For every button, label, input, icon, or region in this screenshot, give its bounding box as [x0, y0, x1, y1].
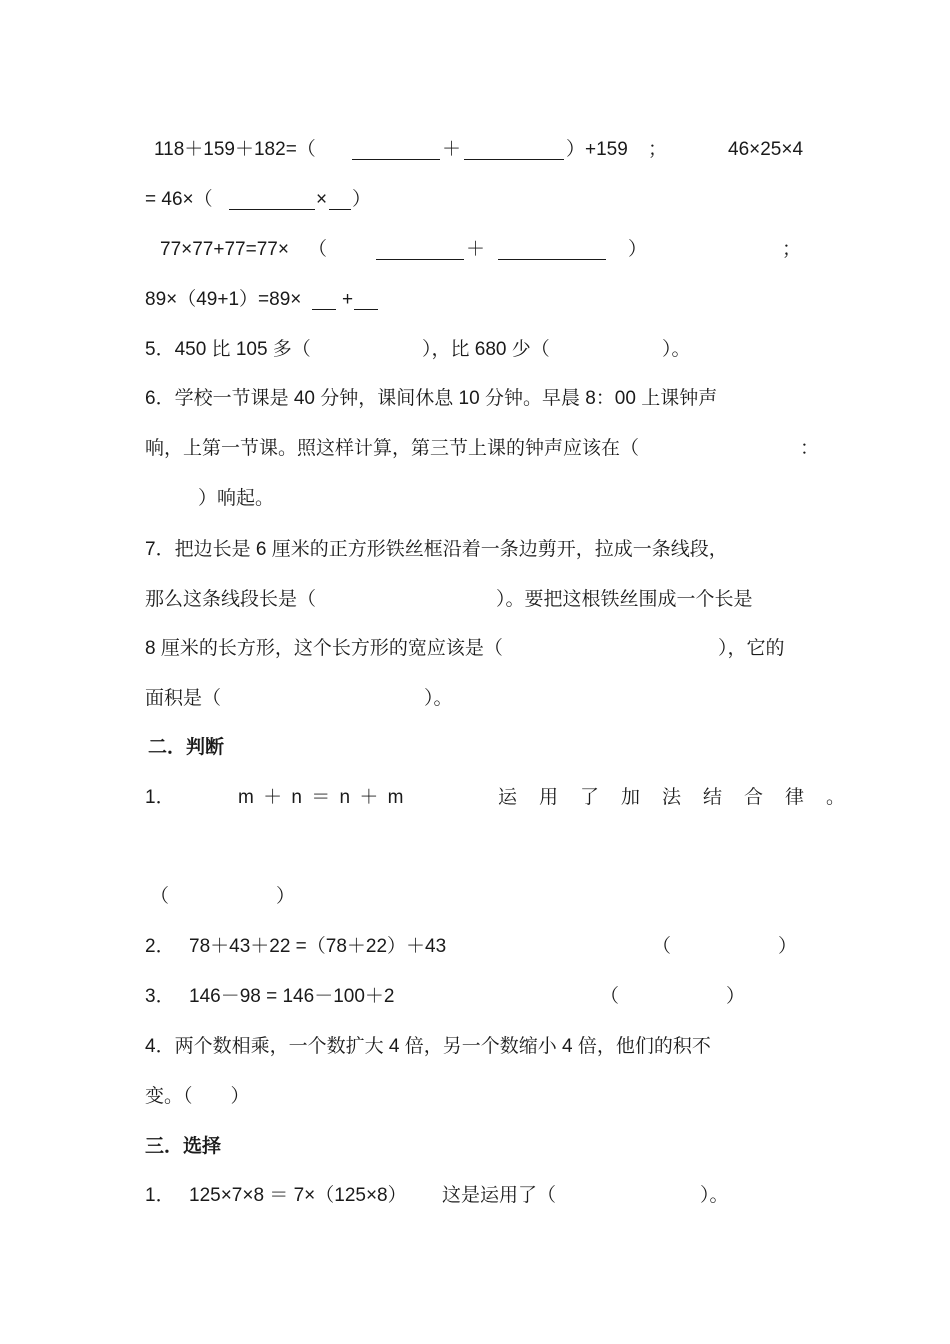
q4a-plus: ＋ — [442, 139, 462, 160]
q4b-times: × — [316, 189, 328, 210]
q5-text-b: ），比 680 少（ — [422, 339, 550, 360]
judge-q3-paren-close: ） — [726, 986, 746, 1007]
choice-q1-text: 这是运用了（ — [442, 1185, 557, 1206]
q4b-blank-2[interactable] — [329, 191, 351, 210]
judge-q2-num: 2． — [145, 936, 175, 957]
judge-q4-line-2: 变。（ ） — [145, 1086, 250, 1107]
judge-heading: 二．判断 — [148, 737, 225, 758]
q5-text-a: 5．450 比 105 多（ — [145, 339, 311, 360]
q4b-blank-1[interactable] — [229, 191, 315, 210]
judge-q1-expr: m ＋ n ＝ n ＋ m — [238, 787, 404, 808]
q7-line-1: 7．把边长是 6 厘米的正方形铁丝框沿着一条边剪开，拉成一条线段， — [145, 539, 728, 560]
judge-q1-paren-close: ） — [276, 886, 296, 907]
judge-q2-expr: 78＋43＋22 =（78＋22）＋43 — [189, 936, 447, 957]
q4a-left: 118＋159＋182=（ — [154, 139, 316, 160]
q4c-semicolon: ； — [782, 239, 802, 260]
q4b-head: 46×25×4 — [728, 139, 804, 160]
q4a-right: ）+159 — [566, 139, 628, 160]
judge-q2-paren-close: ） — [778, 936, 798, 957]
choice-heading: 三．选择 — [145, 1136, 222, 1157]
q4a-blank-2[interactable] — [464, 141, 564, 160]
q7-line-2b: ）。要把这根铁丝围成一个长是 — [496, 589, 753, 610]
q6-line-3: ）响起。 — [198, 488, 275, 509]
judge-q1-text: 运用了加法结合律。 — [498, 787, 868, 808]
q6-colon: ： — [800, 438, 820, 459]
judge-q4-line-1: 4．两个数相乘，一个数扩大 4 倍，另一个数缩小 4 倍，他们的积不 — [145, 1036, 711, 1057]
q4c-blank-2[interactable] — [498, 241, 606, 260]
judge-q3-paren-open: （ — [600, 986, 620, 1007]
q4c-close: ） — [628, 239, 648, 260]
q4d-blank-2[interactable] — [354, 291, 378, 310]
q7-line-3a: 8 厘米的长方形，这个长方形的宽应该是（ — [145, 638, 503, 659]
q7-line-3b: ），它的 — [718, 638, 785, 659]
q5-text-c: ）。 — [662, 339, 691, 360]
judge-q2-paren-open: （ — [652, 936, 672, 957]
q4d-left: 89×（49+1）=89× — [145, 289, 302, 310]
judge-q3-num: 3． — [145, 986, 175, 1007]
q4c-left: 77×77+77=77× — [160, 239, 289, 260]
q4b-left: = 46×（ — [145, 189, 213, 210]
q6-line-1: 6．学校一节课是 40 分钟，课间休息 10 分钟。早晨 8：00 上课钟声 — [145, 388, 718, 409]
q4a-semicolon: ； — [648, 139, 668, 160]
choice-q1-expr: 125×7×8 ＝ 7×（125×8） — [189, 1185, 407, 1206]
choice-q1-close: ）。 — [700, 1185, 729, 1206]
q7-line-4b: ）。 — [424, 688, 453, 709]
q4b-close: ） — [352, 189, 372, 210]
q4d-plus: + — [342, 289, 354, 310]
q6-line-2-text: 响，上第一节课。照这样计算，第三节上课的钟声应该在（ — [145, 438, 640, 459]
q4c-blank-1[interactable] — [376, 241, 464, 260]
q7-line-4a: 面积是（ — [145, 688, 222, 709]
q4d-blank-1[interactable] — [312, 291, 336, 310]
q7-line-2a: 那么这条线段长是（ — [145, 589, 317, 610]
q4a-blank-1[interactable] — [352, 141, 440, 160]
q4c-open: （ — [308, 239, 328, 260]
judge-q1-paren-open: （ — [150, 886, 170, 907]
judge-q1-num: 1． — [145, 787, 175, 808]
choice-q1-num: 1． — [145, 1185, 175, 1206]
q4c-plus: ＋ — [466, 239, 486, 260]
judge-q3-expr: 146－98 = 146－100＋2 — [189, 986, 395, 1007]
